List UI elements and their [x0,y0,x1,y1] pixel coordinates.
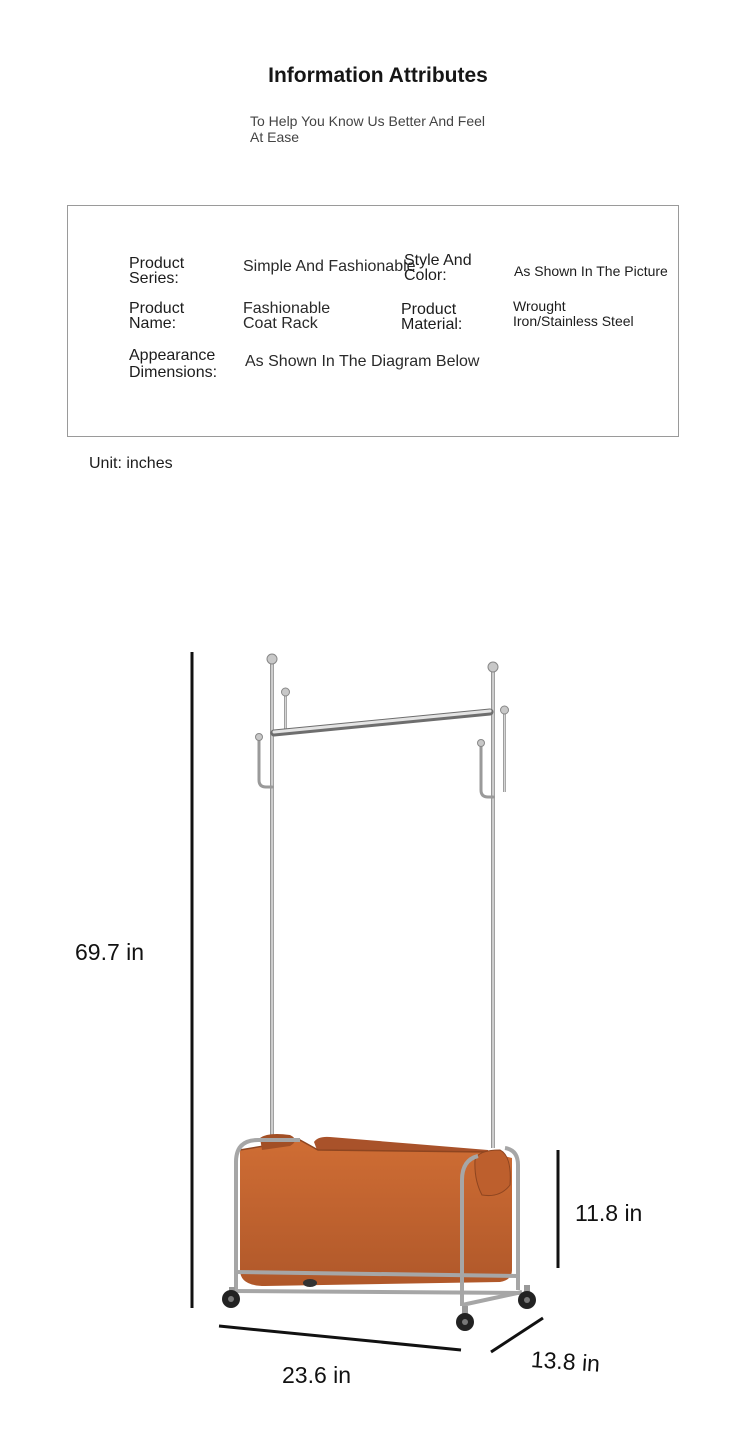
basket-height-label: 11.8 in [575,1200,643,1226]
style-label: Style And Color: [404,252,472,284]
series-label: Product Series: [129,255,185,287]
depth-label: 13.8 in [530,1346,601,1377]
height-label: 69.7 in [75,939,145,965]
left-pole [267,654,277,1142]
width-dimension-line [219,1326,461,1350]
material-label: Product Material: [401,301,463,333]
unit-note: Unit: inches [89,455,173,472]
width-label: 23.6 in [282,1362,352,1388]
hanging-bar [274,711,490,733]
page-title: Information Attributes [268,64,488,87]
style-value: As Shown In The Picture [514,263,668,279]
name-label: Product Name: [129,300,185,332]
dimensions-label: Appearance Dimensions: [129,347,218,381]
material-value: Wrought Iron/Stainless Steel [513,298,634,329]
right-pole [488,662,498,1148]
name-value: Fashionable Coat Rack [243,300,331,332]
series-value: Simple And Fashionable [243,258,416,275]
caster-wheels [222,1279,536,1331]
dimensions-value: As Shown In The Diagram Below [245,353,480,370]
page-subtitle: To Help You Know Us Better And Feel At Ease [250,113,486,145]
